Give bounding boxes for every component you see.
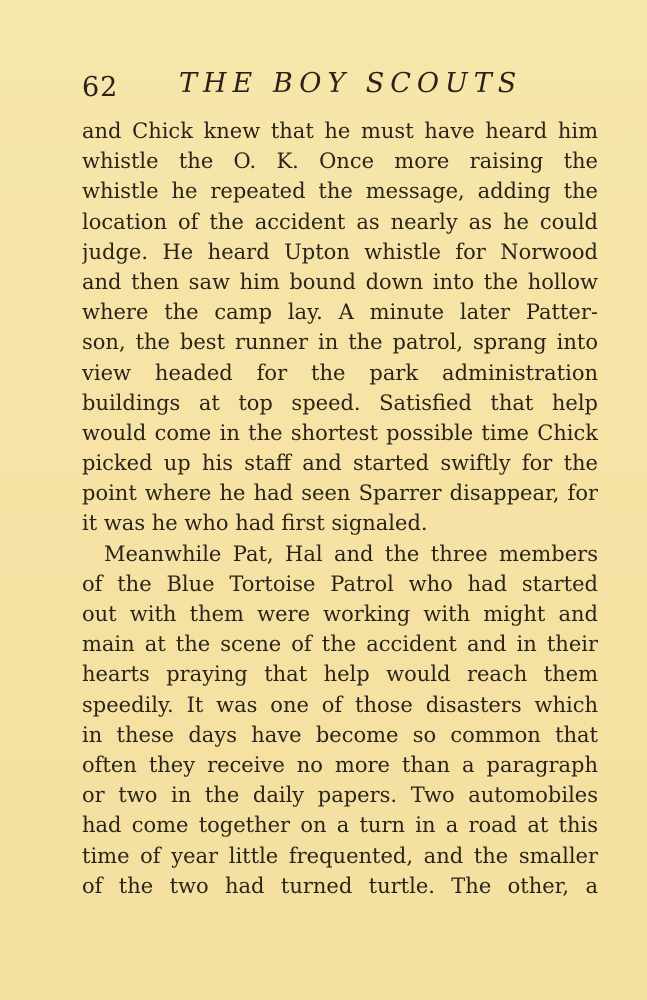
text-line: main at the scene of the accident and in their xyxy=(82,632,598,657)
text-line: son, the best runner in the patrol, sprang into xyxy=(82,330,598,355)
running-head xyxy=(82,68,602,108)
text-line: where the camp lay. A minute later Patter- xyxy=(82,300,598,325)
text-line: had come together on a turn in a road at this xyxy=(82,813,598,838)
text-line: of the two had turned turtle. The other, a xyxy=(82,873,598,898)
text-line: view headed for the park administration xyxy=(82,360,598,385)
text-line: it was he who had first signaled. xyxy=(82,511,428,536)
text-line: buildings at top speed. Satisfied that help xyxy=(82,390,598,415)
text-line: or two in the daily papers. Two automobiles xyxy=(82,783,598,808)
paragraph-2 xyxy=(82,539,598,901)
text-line: picked up his staff and started swiftly for the xyxy=(82,451,598,476)
text-line: whistle the O. K. Once more raising the xyxy=(82,149,598,174)
book-title: THE BOY SCOUTS xyxy=(179,68,523,99)
text-line: and Chick knew that he must have heard him xyxy=(82,119,598,143)
text-line: in these days have become so common that xyxy=(82,722,598,747)
text-line: and then saw him bound down into the hollow xyxy=(82,269,598,294)
text-line: location of the accident as nearly as he could xyxy=(82,209,598,234)
text-line: would come in the shortest possible time Chick xyxy=(82,420,598,445)
text-line: of the Blue Tortoise Patrol who had started xyxy=(82,571,598,596)
text-line: point where he had seen Sparrer disappear, for xyxy=(82,481,598,506)
text-line: time of year little frequented, and the smaller xyxy=(82,843,598,868)
page-number: 62 xyxy=(82,72,119,103)
text-line: out with them were working with might and xyxy=(82,602,598,626)
body-text xyxy=(82,116,598,901)
text-line: judge. He heard Upton whistle for Norwood xyxy=(82,239,598,264)
text-line: hearts praying that help would reach them xyxy=(82,662,598,687)
text-line: Meanwhile Pat, Hal and the three members xyxy=(104,541,598,566)
text-line: whistle he repeated the message, adding the xyxy=(82,179,598,204)
paragraph-1 xyxy=(82,116,598,539)
text-line: often they receive no more than a paragraph xyxy=(82,752,598,777)
text-line: speedily. It was one of those disasters which xyxy=(82,692,598,717)
